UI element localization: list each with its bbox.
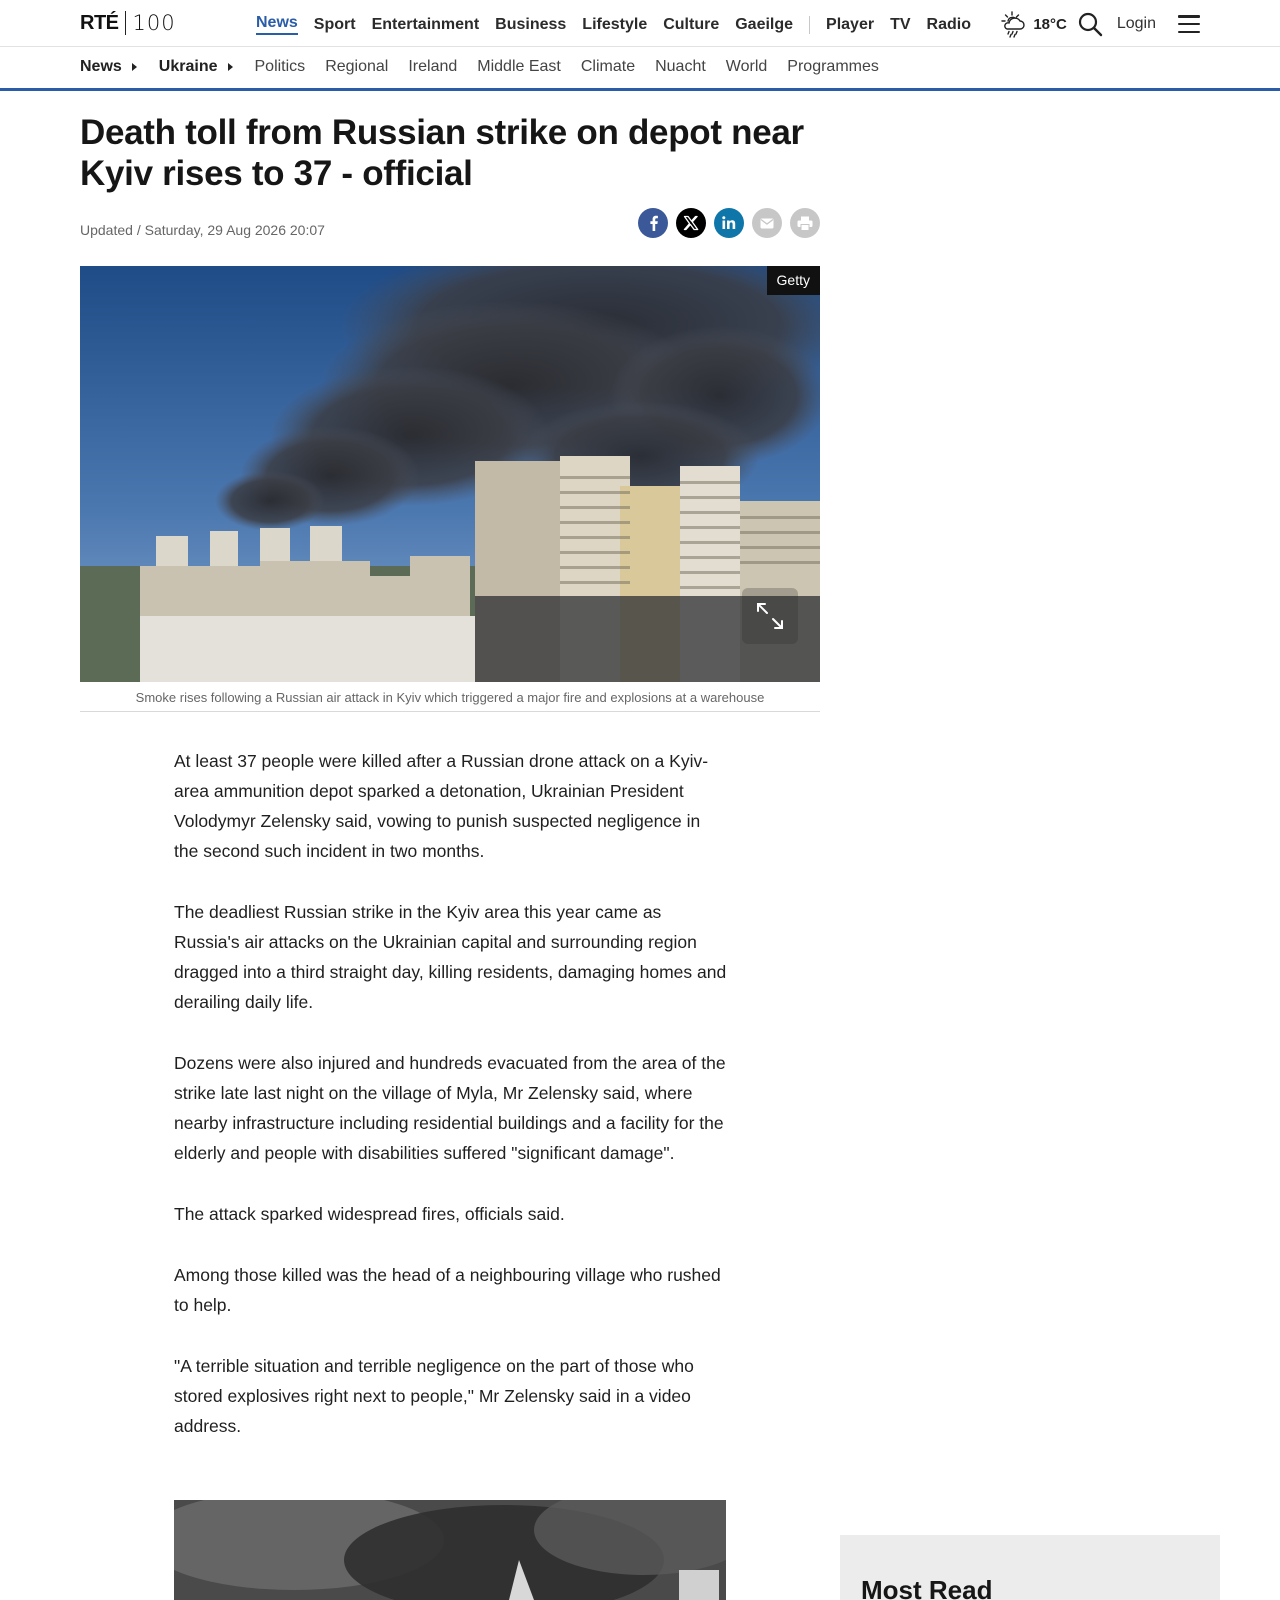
article-body bbox=[174, 746, 729, 1472]
section-link-nuacht[interactable]: Nuacht bbox=[655, 58, 706, 75]
section-crumb-ukraine-label: Ukraine bbox=[158, 58, 218, 75]
nav-tv[interactable]: TV bbox=[890, 15, 911, 33]
section-crumb-news[interactable] bbox=[80, 58, 137, 76]
share-linkedin-button[interactable] bbox=[714, 208, 744, 238]
section-link-programmes[interactable]: Programmes bbox=[787, 58, 879, 75]
facebook-icon bbox=[646, 215, 660, 231]
share-email-button[interactable] bbox=[752, 208, 782, 238]
print-icon bbox=[797, 216, 813, 231]
section-crumb-ukraine[interactable] bbox=[159, 58, 233, 76]
site-header bbox=[0, 0, 1280, 47]
nav-lifestyle[interactable]: Lifestyle bbox=[582, 15, 648, 33]
nav-sport[interactable]: Sport bbox=[313, 15, 356, 33]
section-nav bbox=[0, 47, 1280, 91]
login-link[interactable]: Login bbox=[1116, 15, 1156, 32]
section-link-middle-east[interactable]: Middle East bbox=[477, 58, 561, 75]
hero-caption: Smoke rises following a Russian air attack in Kyiv which triggered a major fire and explosions at a warehouse bbox=[80, 690, 820, 712]
x-icon bbox=[683, 215, 699, 231]
section-link-regional[interactable]: Regional bbox=[325, 58, 389, 75]
inline-article-image[interactable] bbox=[174, 1500, 726, 1600]
section-link-politics[interactable]: Politics bbox=[254, 58, 306, 75]
article-paragraph: Dozens were also injured and hundreds evacuated from the area of the strike late last night on the village of Myla, Mr Zelensky said, where nearby infrastructure including residential buildings and a facility for the elderly and people with disabilities suffered "significant damage". bbox=[174, 1053, 726, 1163]
hero-photo-smoke-over-kyiv bbox=[80, 266, 820, 682]
share-facebook-button[interactable] bbox=[638, 208, 668, 238]
article-paragraph: The deadliest Russian strike in the Kyiv area this year came as Russia's air attacks on the Ukrainian capital and surrounding region dragged into a third straight day, killing residents, damaging homes and derailing daily life. bbox=[174, 902, 727, 1012]
most-read-panel bbox=[840, 1535, 1220, 1600]
most-read-heading: Most Read bbox=[861, 1575, 993, 1600]
section-link-ireland[interactable]: Ireland bbox=[408, 58, 458, 75]
hero-image[interactable] bbox=[80, 266, 820, 682]
article-paragraph: At least 37 people were killed after a Russian drone attack on a Kyiv-area ammunition depot sparked a detonation, Ukrainian President Volodymyr Zelensky said, vowing to punish suspected negligence in the second such incident in two months. bbox=[174, 751, 709, 861]
weather-rain-icon bbox=[999, 10, 1027, 38]
caret-right-icon bbox=[132, 63, 137, 71]
share-bar bbox=[638, 208, 820, 238]
section-crumb-news-label: News bbox=[80, 58, 122, 75]
rte-logo[interactable] bbox=[80, 10, 176, 36]
expand-image-button[interactable] bbox=[742, 588, 798, 644]
nav-business[interactable]: Business bbox=[495, 15, 567, 33]
section-link-climate[interactable]: Climate bbox=[580, 58, 636, 75]
menu-icon[interactable] bbox=[1178, 15, 1200, 33]
share-x-button[interactable] bbox=[676, 208, 706, 238]
caret-right-icon bbox=[228, 63, 233, 71]
search-icon[interactable] bbox=[1077, 11, 1103, 37]
menu-icon-bar bbox=[1178, 31, 1200, 34]
logo-100-text: 100 bbox=[132, 11, 176, 35]
image-credit: Getty bbox=[767, 266, 820, 295]
nav-divider bbox=[809, 16, 810, 34]
menu-icon-bar bbox=[1178, 15, 1200, 18]
nav-player[interactable]: Player bbox=[826, 15, 875, 33]
nav-gaeilge[interactable]: Gaeilge bbox=[735, 15, 794, 33]
section-link-world[interactable]: World bbox=[725, 58, 768, 75]
article-paragraph: The attack sparked widespread fires, officials said. bbox=[174, 1204, 565, 1224]
article-headline: Death toll from Russian strike on depot near Kyiv rises to 37 - official bbox=[80, 113, 804, 193]
expand-icon bbox=[754, 600, 786, 632]
nav-radio[interactable]: Radio bbox=[926, 15, 971, 33]
nav-culture[interactable]: Culture bbox=[663, 15, 720, 33]
print-button[interactable] bbox=[790, 208, 820, 238]
nav-news[interactable]: News bbox=[256, 14, 298, 35]
menu-icon-bar bbox=[1178, 23, 1200, 26]
section-nav-items bbox=[80, 58, 899, 76]
weather-temperature: 18°C bbox=[1033, 15, 1067, 33]
article-dateline: Updated / Saturday, 29 Aug 2026 20:07 bbox=[80, 222, 325, 238]
weather-widget[interactable] bbox=[999, 10, 1067, 38]
header-utilities bbox=[999, 9, 1200, 39]
linkedin-icon bbox=[721, 215, 737, 231]
logo-divider bbox=[125, 11, 126, 35]
logo-rte-text: RTÉ bbox=[80, 11, 119, 34]
article-paragraph: Among those killed was the head of a neighbouring village who rushed to help. bbox=[174, 1265, 721, 1315]
article-paragraph: "A terrible situation and terrible negligence on the part of those who stored explosives right next to people," Mr Zelensky said in a video address. bbox=[174, 1356, 694, 1436]
nav-entertainment[interactable]: Entertainment bbox=[371, 15, 480, 33]
main-nav bbox=[256, 14, 987, 35]
inline-photo-smoke bbox=[174, 1500, 726, 1600]
email-icon bbox=[760, 218, 774, 229]
